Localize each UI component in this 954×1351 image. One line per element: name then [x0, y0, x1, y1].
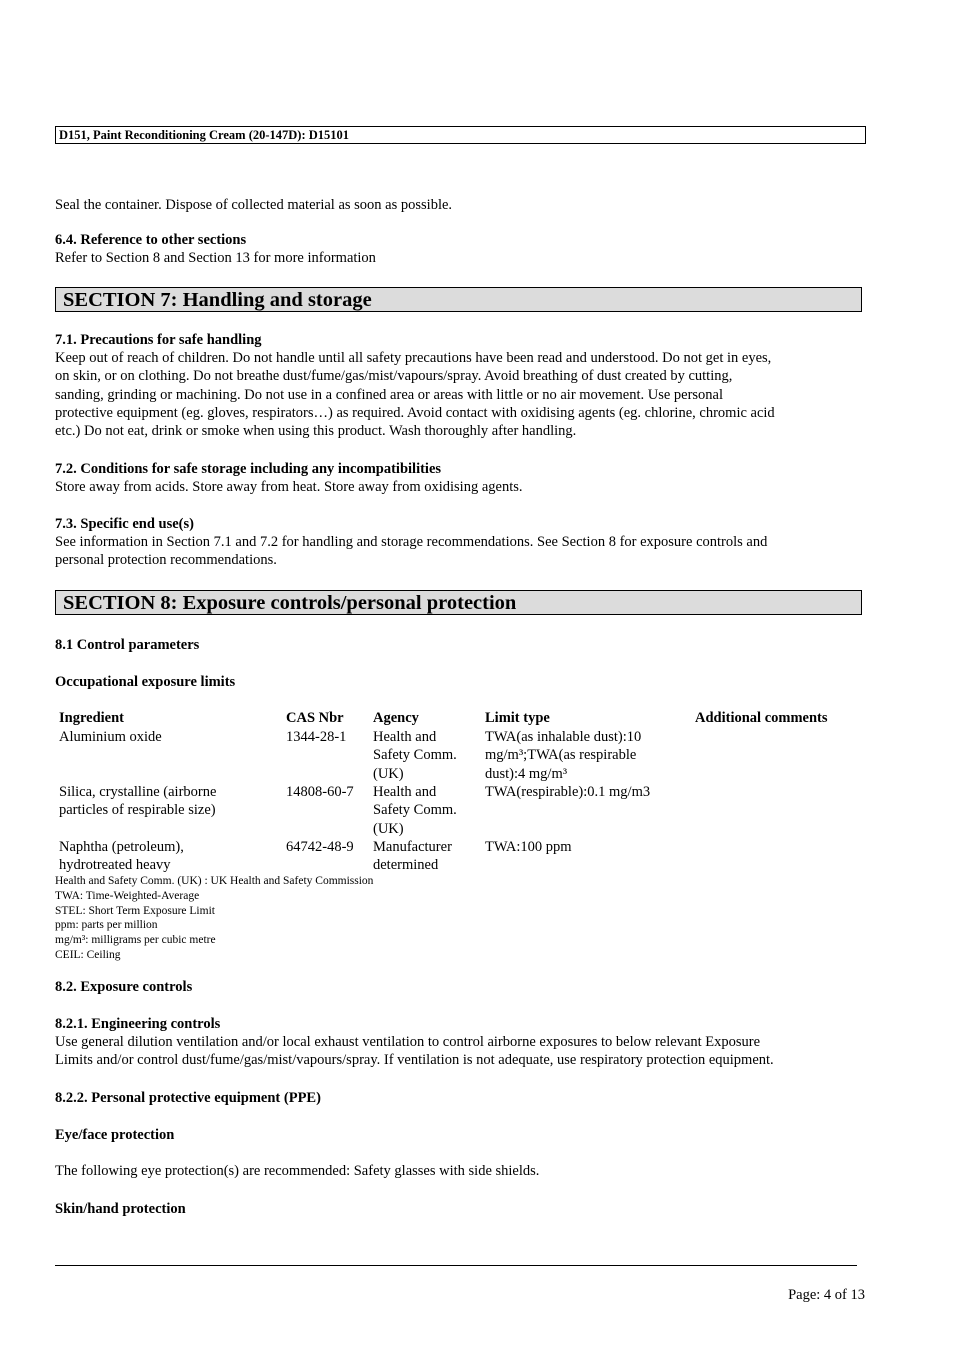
cell-agency: [373, 783, 457, 838]
cell-ingredient: Aluminium oxide: [59, 729, 162, 745]
legend-line: Health and Safety Comm. (UK) : UK Health and Safety Commission: [55, 875, 374, 887]
eye-face-heading: Eye/face protection: [55, 1127, 175, 1143]
cell-line: determined: [373, 857, 439, 874]
cell-line: Safety Comm.: [373, 802, 457, 819]
cell-line: Health and: [373, 729, 437, 745]
heading-7-2: 7.2. Conditions for safe storage including any incompatibilities: [55, 461, 442, 477]
cell-line: TWA(as inhalable dust):10: [485, 729, 642, 745]
cell-ingredient: Silica, crystalline (airborne: [59, 784, 217, 800]
legend-line: ppm: parts per million: [55, 919, 158, 932]
cell-line: Health and: [373, 784, 437, 800]
cell-cas: 64742-48-9: [286, 839, 354, 855]
table-row-silica: [59, 783, 216, 820]
legend-line: STEL: Short Term Exposure Limit: [55, 904, 215, 917]
paragraph-line: etc.) Do not eat, drink or smoke when using this product. Wash thoroughly after handling.: [55, 423, 577, 440]
eye-protection-text: The following eye protection(s) are recommended: Safety glasses with side shields.: [55, 1163, 540, 1179]
table-row-naphtha: [59, 838, 184, 875]
paragraph-7-3: [55, 533, 865, 570]
heading-8-2: 8.2. Exposure controls: [55, 979, 193, 995]
legend-line: CEIL: Ceiling: [55, 948, 121, 961]
cell-agency: [373, 838, 452, 875]
cell-line: (UK): [373, 820, 404, 837]
section-8-title: SECTION 8: Exposure controls/personal protection: [55, 590, 862, 615]
col-header-ingredient: Ingredient: [59, 710, 124, 726]
paragraph-7-2: Store away from acids. Store away from heat. Store away from oxidising agents.: [55, 479, 523, 495]
abbreviation-legend: [55, 874, 865, 963]
paragraph-line: Limits and/or control dust/fume/gas/mist/vapours/spray. If ventilation is not adequate, use respiratory protection equipment.: [55, 1052, 774, 1069]
col-header-limit-type: Limit type: [485, 710, 550, 726]
cell-line: TWA(respirable):0.1 mg/m3: [485, 784, 651, 800]
footer-rule: [55, 1265, 857, 1266]
heading-8-2-1: 8.2.1. Engineering controls: [55, 1016, 221, 1032]
heading-7-3: 7.3. Specific end use(s): [55, 516, 194, 532]
section-7-title: SECTION 7: Handling and storage: [55, 287, 862, 312]
heading-6-4: 6.4. Reference to other sections: [55, 232, 247, 248]
seal-container-text: Seal the container. Dispose of collected material as soon as possible.: [55, 197, 453, 213]
paragraph-line: Keep out of reach of children. Do not handle until all safety precautions have been read and understood. Do not get in eyes,: [55, 350, 772, 366]
paragraph-line: personal protection recommendations.: [55, 552, 277, 569]
paragraph-line: See information in Section 7.1 and 7.2 for handling and storage recommendations. See Section 8 for exposure controls and: [55, 534, 768, 550]
cell-line: mg/m³;TWA(as respirable: [485, 747, 637, 764]
cell-line: (UK): [373, 765, 404, 782]
paragraph-8-2-1: [55, 1033, 865, 1070]
table-row-aluminium-oxide: [59, 728, 162, 746]
paragraph-7-1: [55, 349, 865, 440]
cell-line: dust):4 mg/m³: [485, 765, 568, 782]
cell-line: Manufacturer: [373, 839, 452, 855]
cell-limit-type: [485, 838, 572, 856]
cell-ingredient: Naphtha (petroleum),: [59, 839, 184, 855]
cell-limit-type: [485, 728, 641, 783]
cell-limit-type: [485, 783, 650, 801]
cell-agency: [373, 728, 457, 783]
document-header: D151, Paint Reconditioning Cream (20-147D): D15101: [55, 126, 866, 144]
cell-cas: 14808-60-7: [286, 784, 354, 800]
cell-ingredient: hydrotreated heavy: [59, 857, 171, 874]
paragraph-line: sanding, grinding or machining. Do not use in a confined area or areas with little or no air movement. Use personal: [55, 386, 724, 403]
reference-text: Refer to Section 8 and Section 13 for more information: [55, 250, 376, 266]
heading-7-1: 7.1. Precautions for safe handling: [55, 332, 262, 348]
skin-hand-heading: Skin/hand protection: [55, 1201, 186, 1217]
col-header-cas: CAS Nbr: [286, 710, 344, 726]
cell-ingredient: particles of respirable size): [59, 802, 216, 819]
col-header-agency: Agency: [373, 710, 419, 726]
cell-line: Safety Comm.: [373, 747, 457, 764]
paragraph-line: on skin, or on clothing. Do not breathe dust/fume/gas/mist/vapours/spray. Avoid breathing of dust created by cutting,: [55, 368, 733, 385]
cell-line: TWA:100 ppm: [485, 839, 572, 855]
paragraph-line: protective equipment (eg. gloves, respirators…) as required. Avoid contact with oxidising agents (eg. chlorine, chromic acid: [55, 404, 775, 421]
heading-8-1: 8.1 Control parameters: [55, 637, 200, 653]
col-header-comments: Additional comments: [695, 710, 828, 726]
page-number: Page: 4 of 13: [788, 1287, 865, 1303]
legend-line: mg/m³: milligrams per cubic metre: [55, 934, 216, 947]
cell-cas: 1344-28-1: [286, 729, 347, 745]
oel-heading: Occupational exposure limits: [55, 674, 236, 690]
paragraph-line: Use general dilution ventilation and/or local exhaust ventilation to control airborne exposures to below relevant Exposure: [55, 1034, 761, 1050]
legend-line: TWA: Time-Weighted-Average: [55, 889, 200, 902]
heading-8-2-2: 8.2.2. Personal protective equipment (PPE): [55, 1090, 321, 1106]
